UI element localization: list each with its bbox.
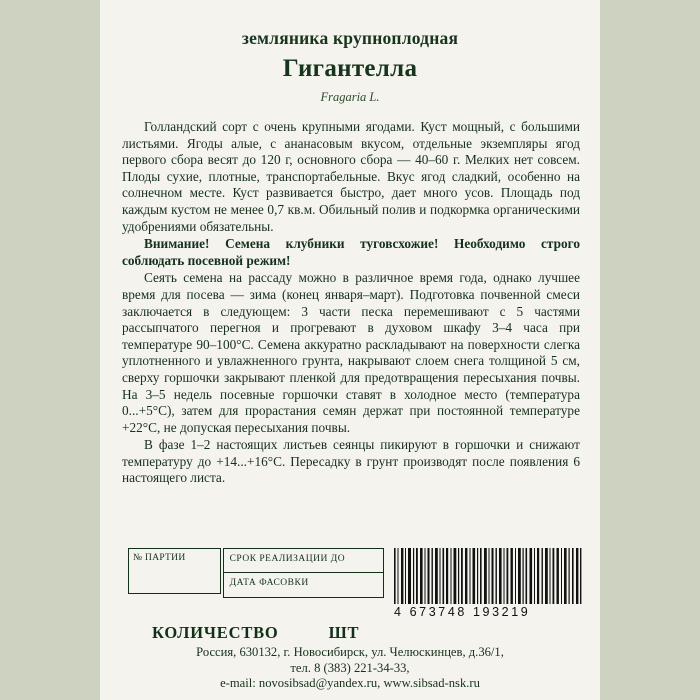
fields-row	[100, 548, 600, 619]
barcode-block	[392, 548, 582, 619]
barcode-digits: 4 673748 193219	[394, 605, 531, 619]
contacts-phone: тел. 8 (383) 221-34-33,	[290, 660, 410, 675]
seed-packet	[100, 0, 600, 700]
lot-number-field[interactable]: № ПАРТИИ	[128, 548, 221, 594]
warning-text: Внимание! Семена клубники туговсхожие! Необходимо строго соблюдать посевной режим!	[122, 236, 580, 268]
description-paragraph-1: Голландский сорт с очень крупными ягодами. Куст мощный, с большими листьями. Ягоды алые, с ананасовым вкусом, отдельные экземпляры ягод первого сбора весят до 120 г, основного сбора — 40–60 г. Мелких нет совсем. Плоды сухие, плотные, транспортабельные. Вкус ягод сладкий, особенно на солнечном месте. Куст развивается быстро, дает много усов. Площадь под каждым кустом не менее 0,7 кв.м. Обильный полив и подкормка органическими удобрениями обязательны.	[122, 119, 580, 234]
description-paragraph-2: Сеять семена на рассаду можно в различное время года, однако лучшее время для посева — зима (конец января–март). Подготовка почвенной смеси заключается в следующем: 3 части песка перемешивают с 5 частями рассыпчатого перегноя и прогревают в духовом шкафу 3–4 часа при температуре 90–100°С. Семена аккуратно раскладывают на поверхности слегка уплотненного и увлажненного грунта, накрывают слоем снега толщиной 5 см, сверху горшочки закрывают пленкой для предотвращения пересыхания почвы. На 3–5 недель посевные горшочки ставят в холодное место (температура 0...+5°С), затем для прорастания семян держат при постоянной температуре +22°С, не допуская пересыхания почвы.	[122, 270, 580, 435]
contacts-address: Россия, 630132, г. Новосибирск, ул. Челюскинцев, д.36/1,	[196, 645, 504, 659]
crop-type-title: земляника крупноплодная	[241, 28, 459, 48]
barcode-image	[392, 548, 582, 604]
quantity-label: КОЛИЧЕСТВО	[152, 623, 279, 642]
expiry-date-field[interactable]: СРОК РЕАЛИЗАЦИИ ДО	[223, 548, 384, 573]
description-paragraph-3: В фазе 1–2 настоящих листьев сеянцы пикируют в горшочки и снижают температуру до +14...+16°С. Пересадку в грунт производят после появления 6 настоящего листа.	[122, 437, 580, 486]
quantity-row	[152, 619, 600, 643]
packing-date-field[interactable]: ДАТА ФАСОВКИ	[223, 573, 384, 598]
variety-name-title: Гигантелла	[282, 55, 418, 82]
quantity-unit: ШТ	[328, 623, 360, 642]
contacts-email: e-mail: novosibsad@yandex.ru, www.sibsad-nsk.ru	[220, 676, 480, 690]
description-block	[100, 119, 600, 487]
contacts-block	[100, 645, 600, 692]
date-fields	[223, 548, 384, 598]
latin-name: Fragaria L.	[320, 90, 380, 104]
packet-footer	[100, 548, 600, 692]
packet-header	[100, 0, 600, 105]
